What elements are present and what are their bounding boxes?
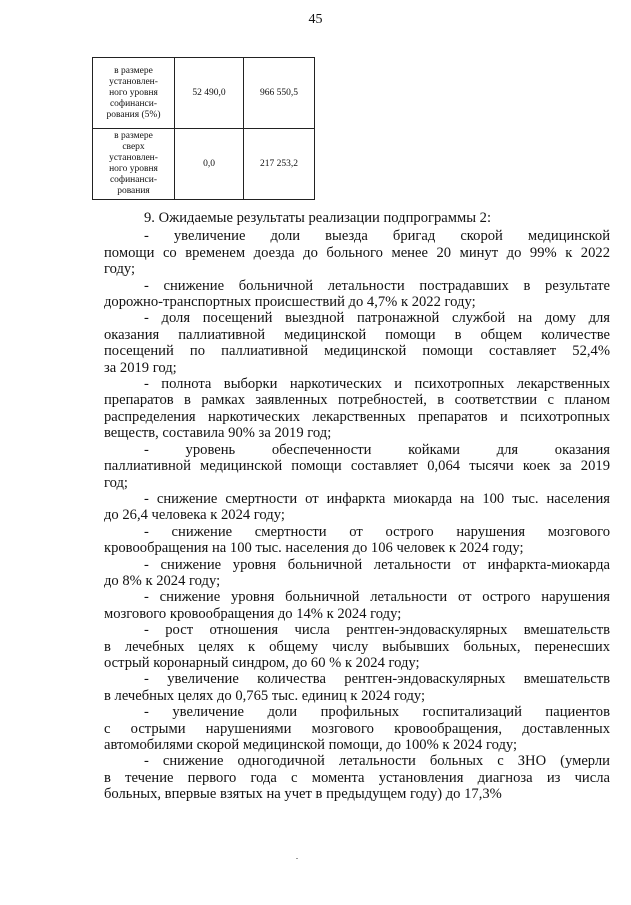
financing-table: [92, 57, 315, 200]
result-line: помощи со временем доезда до больного менее 20 минут до 99% к 2022: [104, 244, 610, 261]
result-line: препаратов в рамках заявленных потребностей, в соответствии с планом: [104, 392, 610, 409]
result-line: с острыми нарушениями мозгового кровообращения, доставленных: [104, 720, 610, 737]
document-body: [104, 210, 610, 803]
result-item: [104, 228, 610, 277]
result-line: - увеличение количества рентген-эндоваскулярных вмешательств: [144, 671, 610, 688]
result-line: - увеличение доли выезда бригад скорой медицинской: [144, 228, 610, 245]
result-item: [104, 753, 610, 802]
result-line: веществ, составила 90% за 2019 год;: [104, 425, 332, 442]
result-line: - снижение одногодичной летальности больных с ЗНО (умерли: [144, 753, 610, 770]
table-row-label: [93, 129, 175, 200]
result-item: [104, 622, 610, 671]
result-line: больных, впервые взятых на учет в предыдущем году) до 17,3%: [104, 786, 502, 803]
result-item: [104, 376, 610, 442]
result-line: - полнота выборки наркотических и психотропных лекарственных: [144, 376, 610, 393]
label-line: в размере: [114, 65, 153, 76]
result-line: в лечебных целях до 0,765 тыс. единиц к 2024 году;: [104, 687, 426, 704]
result-line: кровообращения на 100 тыс. населения до 106 человек к 2024 году;: [104, 540, 524, 557]
section-heading: 9. Ожидаемые результаты реализации подпрограммы 2:: [144, 210, 492, 226]
result-line: до 26,4 человека к 2024 году;: [104, 507, 285, 524]
label-line: установлен-: [109, 153, 158, 163]
result-line: острый коронарный синдром, до 60 % к 2024 году;: [104, 654, 420, 671]
result-line: за 2019 год;: [104, 359, 177, 376]
result-line: дорожно-транспортных происшествий до 4,7% к 2022 году;: [104, 294, 476, 311]
result-line: оказания паллиативной медицинской помощи в общем количестве: [104, 326, 610, 343]
result-line: посещений по паллиативной медицинской помощи составляет 52,4%: [104, 343, 610, 360]
label-line: ного уровня: [109, 87, 158, 98]
page-number: 45: [308, 12, 323, 27]
table-row: [93, 129, 315, 200]
result-line: - уровень обеспеченности койками для оказания: [144, 441, 610, 458]
table-cell-value-1: 0,0: [175, 129, 244, 200]
result-line: - рост отношения числа рентген-эндоваскулярных вмешательств: [144, 622, 610, 639]
result-line: - снижение больничной летальности пострадавших в результате: [144, 277, 610, 294]
result-item: [104, 589, 610, 622]
result-item: [104, 310, 610, 376]
result-line: до 8% к 2024 году;: [104, 572, 221, 589]
result-item: [104, 491, 610, 524]
table-cell-value-2: 966 550,5: [244, 58, 315, 129]
table-cell-value-2: 217 253,2: [244, 129, 315, 200]
result-item: [104, 442, 610, 491]
result-line: год;: [104, 474, 128, 491]
result-line: - увеличение доли профильных госпитализаций пациентов: [144, 704, 610, 721]
result-line: году;: [104, 261, 136, 278]
result-line: распределения наркотических лекарственных препаратов и психотропных: [104, 408, 610, 425]
result-line: в лечебных целях к общему числу выбывших больных, перенесших: [104, 638, 610, 655]
result-line: - снижение смертности от инфаркта миокарда на 100 тыс. населения: [144, 490, 610, 507]
result-line: - снижение уровня больничной летальности от острого нарушения: [144, 589, 610, 606]
result-line: в течение первого года с момента установления диагноза из числа: [104, 769, 610, 786]
label-line: софинанси-: [109, 98, 158, 109]
result-item: [104, 524, 610, 557]
result-line: - доля посещений выездной патронажной службой на дому для: [144, 310, 610, 327]
label-line: установлен-: [109, 76, 158, 87]
label-line: сверх: [122, 142, 145, 152]
scan-speck: [296, 858, 298, 859]
table-row-label: [93, 58, 175, 129]
result-line: мозгового кровообращения до 14% к 2024 году;: [104, 605, 402, 622]
table-cell-value-1: 52 490,0: [175, 58, 244, 129]
result-line: - снижение смертности от острого нарушения мозгового: [144, 523, 610, 540]
result-line: - снижение уровня больничной летальности от инфаркта-миокарда: [144, 556, 610, 573]
result-item: [104, 557, 610, 590]
result-item: [104, 671, 610, 704]
table-row: [93, 58, 315, 129]
result-line: автомобилями скорой медицинской помощи, до 100% к 2024 году;: [104, 737, 518, 753]
result-line: паллиативной медицинской помощи составляет 0,064 тысячи коек за 2019: [104, 458, 610, 475]
label-line: рования (5%): [106, 109, 161, 120]
result-item: [104, 704, 610, 753]
label-line: софинанси-: [109, 175, 158, 185]
label-line: в размере: [114, 131, 153, 141]
label-line: ного уровня: [109, 164, 158, 174]
label-line: рования: [117, 186, 150, 196]
results-list: [104, 228, 610, 802]
result-item: [104, 278, 610, 311]
